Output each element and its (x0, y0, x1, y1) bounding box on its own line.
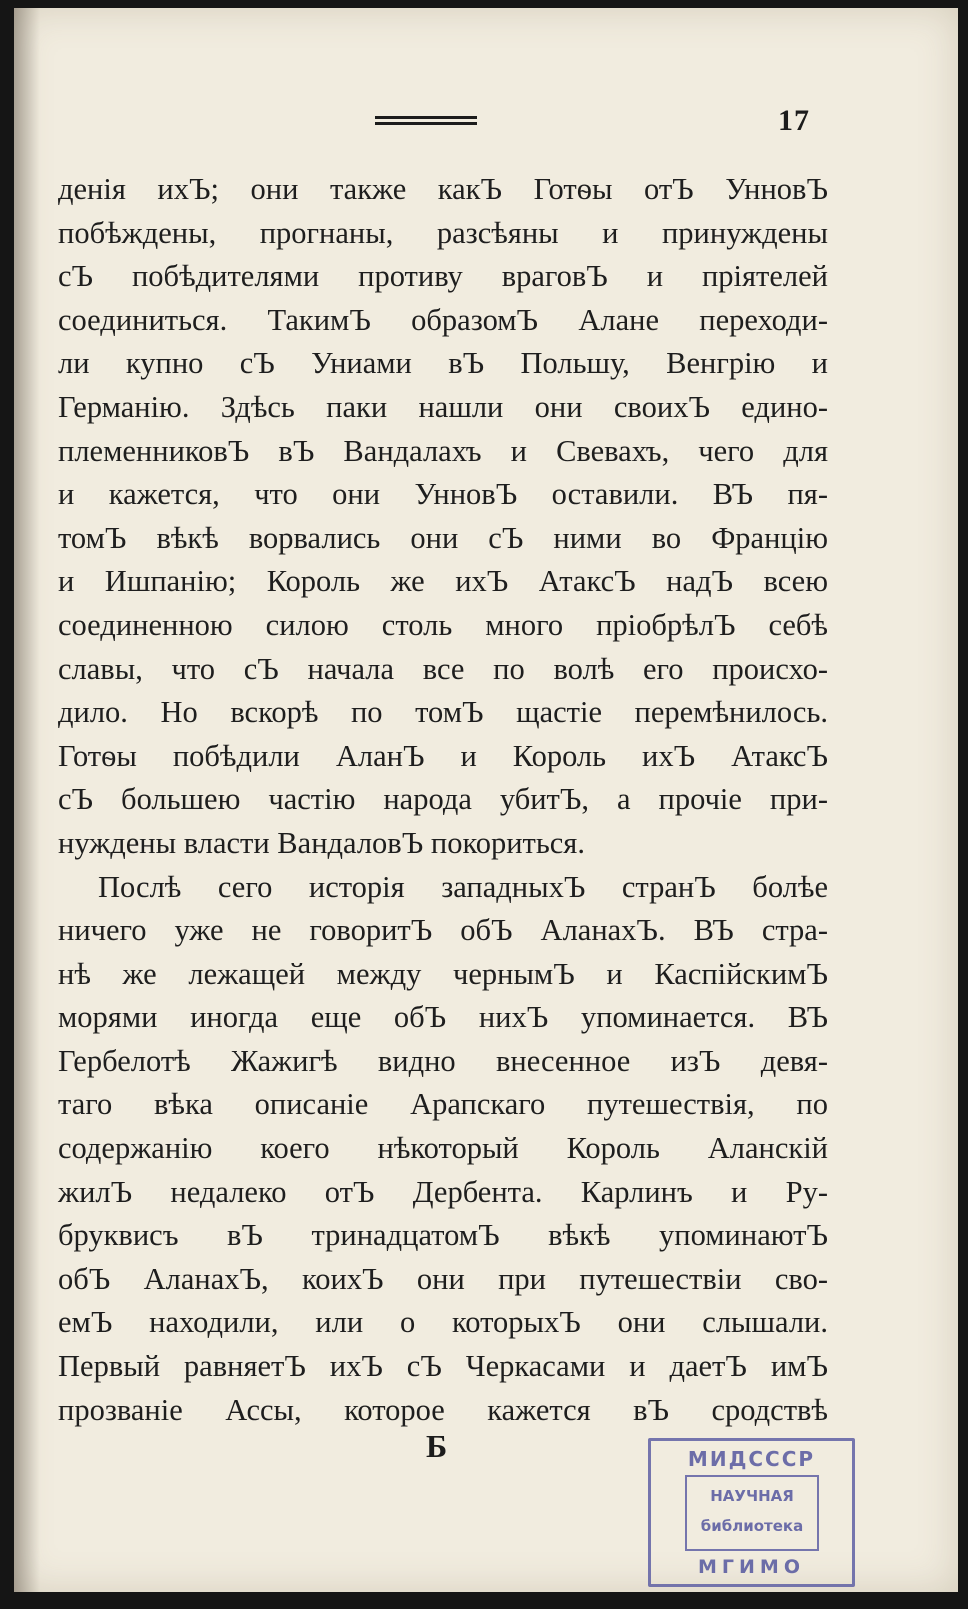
stamp-line-2: НАУЧНАЯ (710, 1487, 794, 1505)
text-line: славы, что сЪ начала все по волѣ его происхо- (58, 651, 828, 686)
text-line: сЪ побѣдителями противу враговЪ и пріятелей (58, 259, 828, 294)
text-line: жилЪ недалеко отЪ Дербента. Карлинъ и Ру- (58, 1174, 828, 1209)
text-line: ничего уже не говоритЪ обЪ АланахЪ. ВЪ стра- (58, 913, 828, 948)
page-gutter-shadow (14, 8, 40, 1592)
text-line: нѣ же лежащей между чернымЪ и КаспійскимЪ (58, 956, 828, 991)
page-number: 17 (778, 104, 810, 137)
text-line: соединиться. ТакимЪ образомЪ Алане переходи- (58, 302, 828, 337)
stamp-line-4: МГИМО (698, 1556, 805, 1578)
body-text (58, 168, 828, 1432)
stamp-inner-box (685, 1475, 819, 1551)
text-line: и Ишпанію; Король же ихЪ АтаксЪ надЪ всею (58, 564, 828, 599)
text-line: морями иногда еще обЪ нихЪ упоминается. ВЪ (58, 1000, 828, 1035)
text-line: бруквисъ вЪ тринадцатомЪ вѣкѣ упоминаютЪ (58, 1218, 828, 1253)
text-line: Готѳы побѣдили АланЪ и Король ихЪ АтаксЪ (58, 738, 828, 773)
text-line: прозваніе Ассы, которое кажется вЪ сродствѣ (58, 1392, 828, 1427)
text-line: побѣждены, прогнаны, разсѣяны и принуждены (58, 215, 828, 250)
text-line: таго вѣка описаніе Арапскаго путешествія, по (58, 1087, 828, 1122)
header-double-rule (375, 116, 477, 130)
text-line: Первый равняетЪ ихЪ сЪ Черкасами и даетЪ имЪ (58, 1349, 828, 1384)
text-line: содержанію коего нѣкоторый Король Аланскій (58, 1131, 828, 1166)
text-line: ли купно сЪ Униами вЪ Польшу, Венгрію и (58, 346, 828, 381)
text-line: Послѣ сего исторія западныхЪ странЪ болѣе (98, 869, 828, 904)
text-line: дило. Но вскорѣ по томЪ щастіе перемѣнилось. (58, 695, 828, 730)
stamp-line-3: библиотека (700, 1517, 804, 1535)
text-line: Германію. Здѣсь паки нашли они своихЪ едино- (58, 389, 828, 424)
stamp-line-1: МИДСССР (687, 1447, 816, 1471)
text-line: соединенною силою столь много пріобрѣлЪ себѣ (58, 607, 828, 642)
text-line: племенниковЪ вЪ Вандалахъ и Свевахъ, чего для (58, 433, 828, 468)
text-line: томЪ вѣкѣ ворвались они сЪ ними во Францію (58, 520, 828, 555)
text-line: емЪ находили, или о которыхЪ они слышали. (58, 1305, 828, 1340)
text-line: сЪ большею частію народа убитЪ, а прочіе при- (58, 782, 828, 817)
text-line: и кажется, что они УнновЪ оставили. ВЪ пя- (58, 477, 828, 512)
text-line: Гербелотѣ Жажигѣ видно внесенное изЪ девя- (58, 1043, 828, 1078)
signature-mark: Б (426, 1428, 448, 1464)
library-stamp (648, 1438, 855, 1587)
text-line: нуждены власти ВандаловЪ покориться. (58, 825, 585, 860)
text-line: обЪ АланахЪ, коихЪ они при путешествіи сво- (58, 1261, 828, 1296)
text-line: денія ихЪ; они также какЪ Готѳы отЪ УнновЪ (58, 172, 828, 206)
